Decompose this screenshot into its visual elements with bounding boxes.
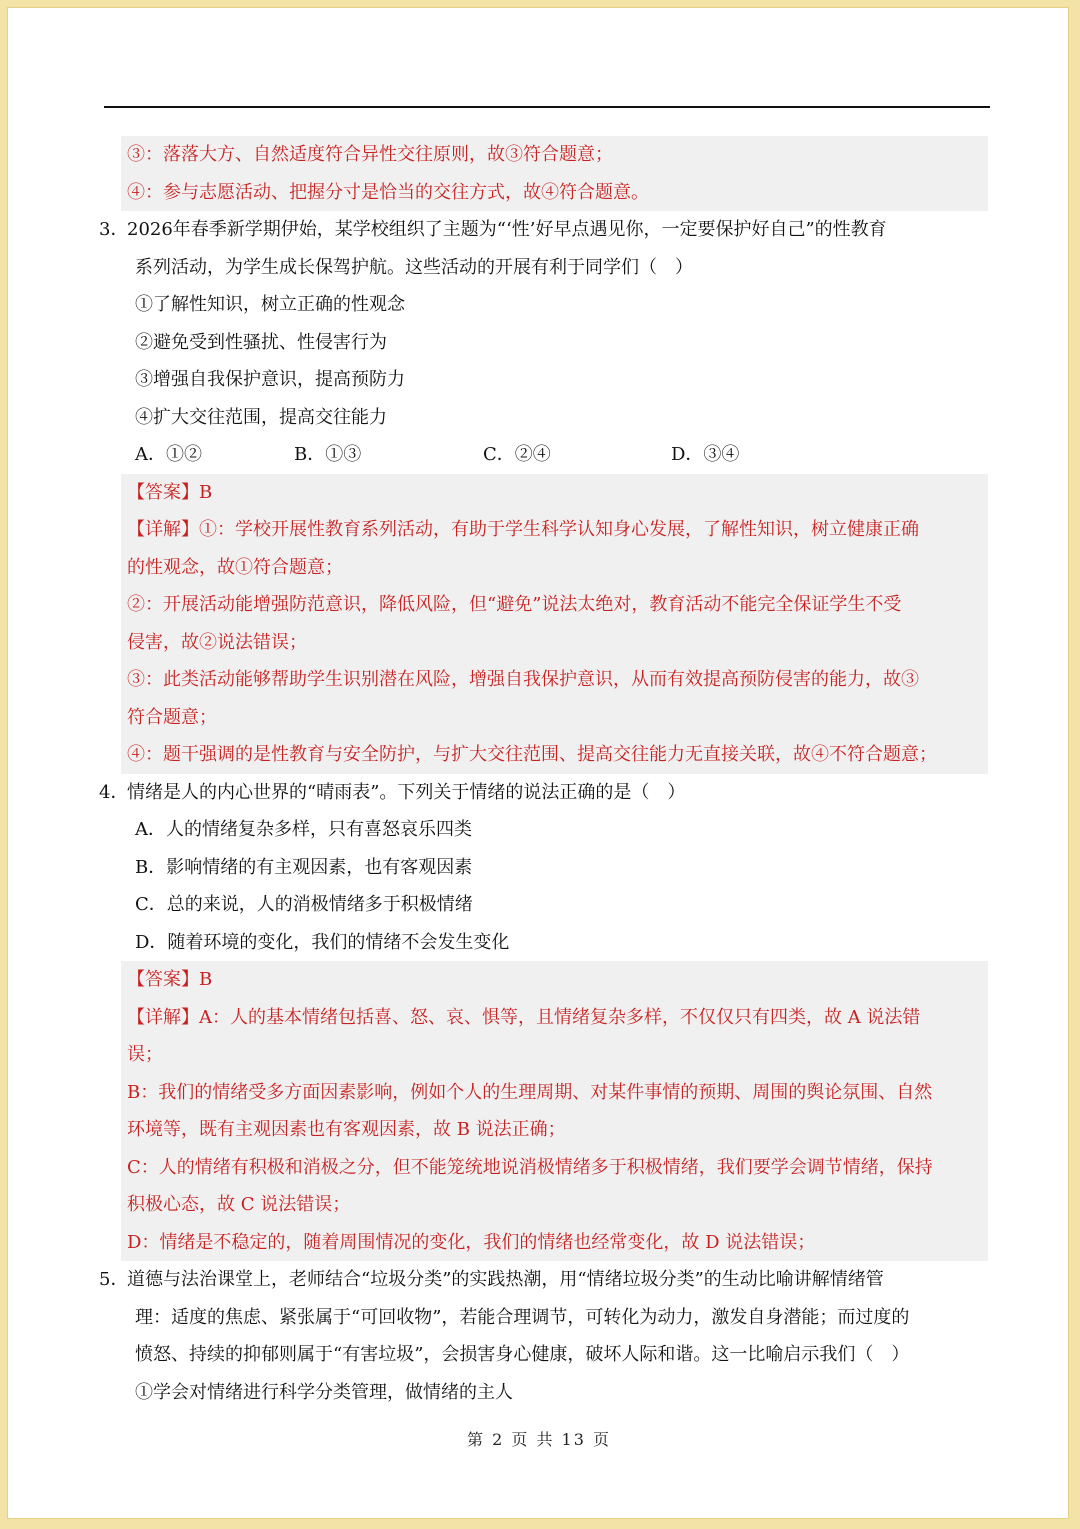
detail-line: 侵害，故②说法错误； bbox=[121, 624, 988, 662]
detail-line: 的性观念，故①符合题意； bbox=[121, 549, 988, 587]
statement-item: ③增强自我保护意识，提高预防力 bbox=[135, 369, 405, 390]
question-text: 情绪是人的内心世界的“晴雨表”。下列关于情绪的说法正确的是（ ） bbox=[127, 781, 686, 803]
document-page bbox=[7, 7, 1069, 1519]
answer-label: 【答案】B bbox=[121, 961, 988, 999]
question-3-options bbox=[8, 436, 1070, 474]
detail-line: 【详解】①：学校开展性教育系列活动，有助于学生科学认知身心发展，了解性知识，树立健康正确 bbox=[121, 511, 988, 549]
detail-line: 误； bbox=[121, 1036, 988, 1074]
detail-line: 积极心态，故 C 说法错误； bbox=[121, 1186, 988, 1224]
detail-line: ④：题干强调的是性教育与安全防护，与扩大交往范围、提高交往能力无直接关联，故④不符合题意； bbox=[121, 736, 988, 774]
question-text: 道德与法治课堂上，老师结合“垃圾分类”的实践热潮，用“情绪垃圾分类”的生动比喻讲解情绪管 bbox=[127, 1269, 884, 1290]
statement-item: ②避免受到性骚扰、性侵害行为 bbox=[135, 331, 387, 353]
answer-line: ④：参与志愿活动、把握分寸是恰当的交往方式，故④符合题意。 bbox=[121, 174, 988, 212]
detail-line: 环境等，既有主观因素也有客观因素，故 B 说法正确； bbox=[121, 1111, 988, 1149]
question-text: 愤怒、持续的抑郁则属于“有害垃圾”，会损害身心健康，破坏人际和谐。这一比喻启示我们（ ） bbox=[135, 1344, 910, 1365]
detail-line: 符合题意； bbox=[121, 699, 988, 737]
option-c: C．②④ bbox=[483, 444, 551, 465]
detail-line: 【详解】A：人的基本情绪包括喜、怒、哀、惧等，且情绪复杂多样，不仅仅只有四类，故 A 说法错 bbox=[121, 999, 988, 1037]
answer-line: ③：落落大方、自然适度符合异性交往原则，故③符合题意； bbox=[121, 136, 988, 174]
question-number: 4． bbox=[99, 781, 129, 803]
option-a: A．人的情绪复杂多样，只有喜怒哀乐四类 bbox=[135, 819, 472, 840]
question-number: 5． bbox=[99, 1269, 129, 1290]
option-c: C．总的来说，人的消极情绪多于积极情绪 bbox=[135, 894, 473, 915]
question-text: 系列活动，为学生成长保驾护航。这些活动的开展有利于同学们（ ） bbox=[135, 256, 693, 278]
option-a: A．①② bbox=[135, 444, 202, 465]
page-footer: 第 2 页 共 13 页 bbox=[467, 1430, 611, 1449]
option-b: B．影响情绪的有主观因素，也有客观因素 bbox=[135, 856, 473, 878]
statement-item: ①学会对情绪进行科学分类管理，做情绪的主人 bbox=[135, 1381, 513, 1403]
header-rule bbox=[104, 106, 990, 108]
option-d: D．随着环境的变化，我们的情绪不会发生变化 bbox=[135, 931, 510, 953]
question-text: 理：适度的焦虑、紧张属于“可回收物”，若能合理调节，可转化为动力，激发自身潜能；而过度的 bbox=[135, 1306, 910, 1328]
detail-line: ③：此类活动能够帮助学生识别潜在风险，增强自我保护意识，从而有效提高预防侵害的能力，故③ bbox=[121, 661, 988, 699]
question-5-stem bbox=[8, 1261, 1070, 1299]
answer-label: 【答案】B bbox=[121, 474, 988, 512]
question-4-stem bbox=[8, 774, 1070, 812]
detail-line: D：情绪是不稳定的，随着周围情况的变化，我们的情绪也经常变化，故 D 说法错误； bbox=[121, 1224, 988, 1262]
question-text: 2026年春季新学期伊始，某学校组织了主题为“‘性’好早点遇见你，一定要保护好自己”的性教育 bbox=[127, 219, 887, 240]
option-b: B．①③ bbox=[294, 444, 362, 465]
question-number: 3． bbox=[99, 219, 129, 240]
option-d: D．③④ bbox=[671, 444, 740, 465]
question-3-stem bbox=[8, 211, 1070, 249]
detail-line: C：人的情绪有积极和消极之分，但不能笼统地说消极情绪多于积极情绪，我们要学会调节情绪，保持 bbox=[121, 1149, 988, 1187]
detail-line: ②：开展活动能增强防范意识，降低风险，但“避免”说法太绝对，教育活动不能完全保证学生不受 bbox=[121, 586, 988, 624]
statement-item: ④扩大交往范围，提高交往能力 bbox=[135, 406, 387, 428]
detail-line: B：我们的情绪受多方面因素影响，例如个人的生理周期、对某件事情的预期、周围的舆论氛围、自然 bbox=[121, 1074, 988, 1112]
statement-item: ①了解性知识，树立正确的性观念 bbox=[135, 294, 405, 315]
page-content bbox=[8, 136, 1070, 1411]
